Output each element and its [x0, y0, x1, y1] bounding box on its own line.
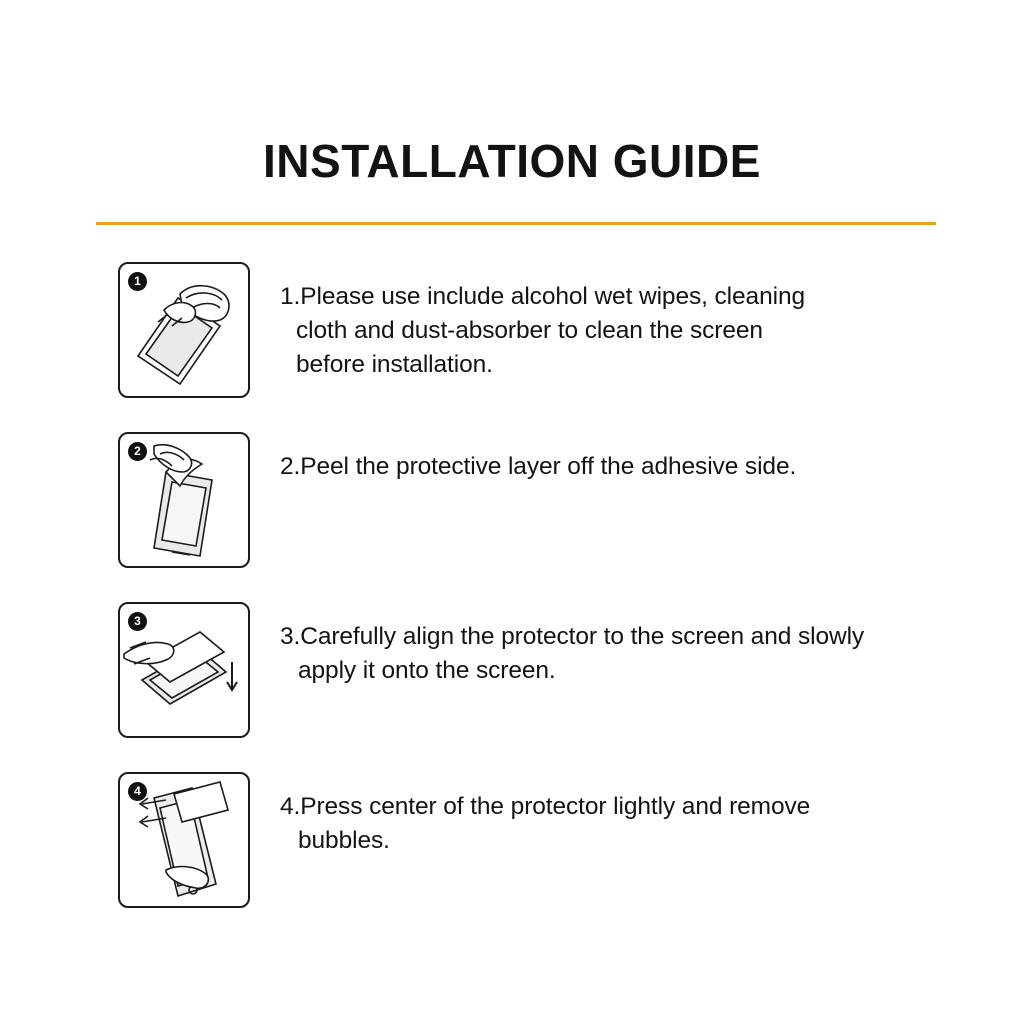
- step-1-text: [280, 262, 805, 381]
- step-1-line-3: before installation.: [296, 350, 493, 378]
- step-4-text: [280, 772, 810, 858]
- step-4-illustration: [118, 772, 250, 908]
- step-4-line-2: bubbles.: [298, 826, 390, 854]
- step-1-line-2: cloth and dust-absorber to clean the screen: [296, 316, 763, 344]
- title-divider: [96, 222, 936, 225]
- steps-list: [0, 262, 1024, 942]
- step-1-line-1: 1.Please use include alcohol wet wipes, cleaning: [280, 283, 806, 310]
- step-2-badge: 2: [128, 442, 147, 461]
- step-3-line-2: apply it onto the screen.: [298, 656, 556, 684]
- step-4-badge: 4: [128, 782, 147, 801]
- step-2-line-1: 2.Peel the protective layer off the adhesive side.: [280, 453, 797, 480]
- list-item: [0, 772, 1024, 912]
- step-2-illustration: [118, 432, 250, 568]
- step-1-badge: 1: [128, 272, 147, 291]
- step-3-line-1: 3.Carefully align the protector to the screen and slowly: [280, 623, 865, 650]
- step-3-illustration: [118, 602, 250, 738]
- page-title: INSTALLATION GUIDE: [263, 135, 761, 187]
- list-item: [0, 262, 1024, 402]
- step-3-badge: 3: [128, 612, 147, 631]
- list-item: [0, 602, 1024, 742]
- step-2-text: [280, 432, 796, 484]
- step-1-illustration: [118, 262, 250, 398]
- list-item: [0, 432, 1024, 572]
- step-4-line-1: 4.Press center of the protector lightly and remove: [280, 793, 811, 820]
- step-3-text: [280, 602, 864, 688]
